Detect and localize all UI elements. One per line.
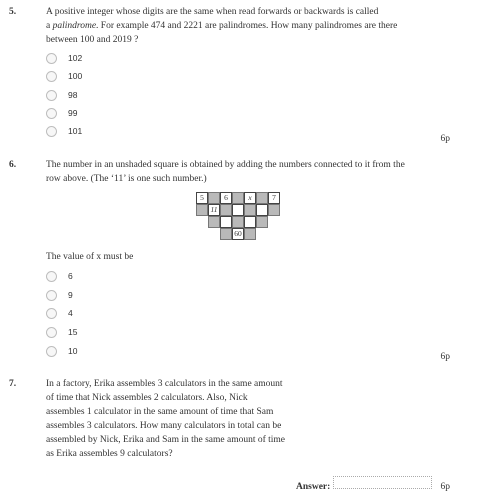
figure-cell-shaded [232,216,244,228]
question-7-line-6: as Erika assembles 9 calculators? [46,449,173,459]
question-6-line-2: row above. (The ‘11’ is one such number.) [46,174,207,184]
figure-cell-empty [244,216,256,228]
figure-cell-shaded [208,216,220,228]
q6-radio-2[interactable] [46,290,57,301]
q6-option-5[interactable] [46,344,77,358]
q5-radio-4[interactable] [46,108,57,119]
question-7-line-2: of time that Nick assembles 2 calculators. Also, Nick [46,393,248,403]
q5-option-2[interactable] [46,69,82,83]
figure-cell-empty [220,216,232,228]
question-7-number: 7. [9,379,17,389]
q6-option-4[interactable] [46,325,77,339]
q5-option-label: 102 [68,53,83,63]
q6-option-label: 4 [68,308,73,318]
figure-cell-7: 7 [268,192,280,204]
q5-option-3[interactable] [46,88,77,102]
q5-option-label: 101 [68,126,83,136]
figure-cell-5: 5 [196,192,208,204]
question-6-number: 6. [9,160,17,170]
q5-radio-5[interactable] [46,126,57,137]
question-5-line-1: A positive integer whose digits are the same when read forwards or backwards is called [46,7,379,17]
q5-italic-term: palindrome [52,21,97,31]
q6-option-label: 10 [68,346,78,356]
q5-option-label: 100 [68,71,83,81]
q6-points: 6p [440,352,450,362]
figure-cell-11: 11 [208,204,220,216]
question-5-text [46,5,426,47]
question-7-line-4: assembles 3 calculators. How many calculators in total can be [46,421,282,431]
q6-radio-1[interactable] [46,271,57,282]
q5-option-1[interactable] [46,51,82,65]
figure-cell-60: 60 [232,228,244,240]
q5-radio-3[interactable] [46,90,57,101]
q5-option-label: 98 [68,90,78,100]
figure-cell-shaded [244,204,256,216]
question-6-line-1: The number in an unshaded square is obtained by adding the numbers connected to it from the [46,160,405,170]
question-7-line-5: assembled by Nick, Erika and Sam in the same amount of time [46,435,286,445]
answer-label: Answer: [296,482,331,492]
q5-points: 6p [440,134,450,144]
figure-cell-shaded [256,216,268,228]
q7-points: 6p [440,482,450,492]
question-5-line-3: between 100 and 2019 ? [46,35,139,45]
q6-radio-4[interactable] [46,327,57,338]
figure-cell-shaded [256,192,268,204]
figure-cell-shaded [220,204,232,216]
figure-cell-shaded [196,204,208,216]
figure-cell-6: 6 [220,192,232,204]
q6-radio-3[interactable] [46,308,57,319]
q5-radio-2[interactable] [46,71,57,82]
q6-option-3[interactable] [46,306,73,320]
q5-radio-1[interactable] [46,53,57,64]
figure-cell-shaded [268,204,280,216]
q5-line2-suffix: . For example 474 and 2221 are palindromes. How many palindromes are there [96,21,398,31]
q6-option-1[interactable] [46,269,73,283]
figure-cell-x: x [244,192,256,204]
q5-line2-prefix: a [46,21,53,31]
figure-cell-shaded [244,228,256,240]
figure-cell-empty [232,204,244,216]
q5-option-label: 99 [68,108,78,118]
q5-option-4[interactable] [46,106,77,120]
figure-cell-shaded [208,192,220,204]
q5-option-5[interactable] [46,124,82,138]
question-5-line-2 [46,19,426,33]
q6-option-label: 9 [68,290,73,300]
question-5-number: 5. [9,7,17,17]
question-6-prompt: The value of x must be [46,252,134,262]
question-7-line-1: In a factory, Erika assembles 3 calculators in the same amount [46,379,283,389]
q6-option-label: 6 [68,271,73,281]
figure-cell-shaded [232,192,244,204]
figure-cell-empty [256,204,268,216]
answer-input[interactable] [333,476,432,489]
q6-radio-5[interactable] [46,346,57,357]
question-7-text [46,377,306,461]
q6-option-label: 15 [68,327,78,337]
question-7-line-3: assembles 1 calculator in the same amount of time that Sam [46,407,274,417]
figure-cell-shaded [220,228,232,240]
number-triangle-figure [196,192,286,244]
question-6-text [46,158,426,186]
q6-option-2[interactable] [46,288,73,302]
